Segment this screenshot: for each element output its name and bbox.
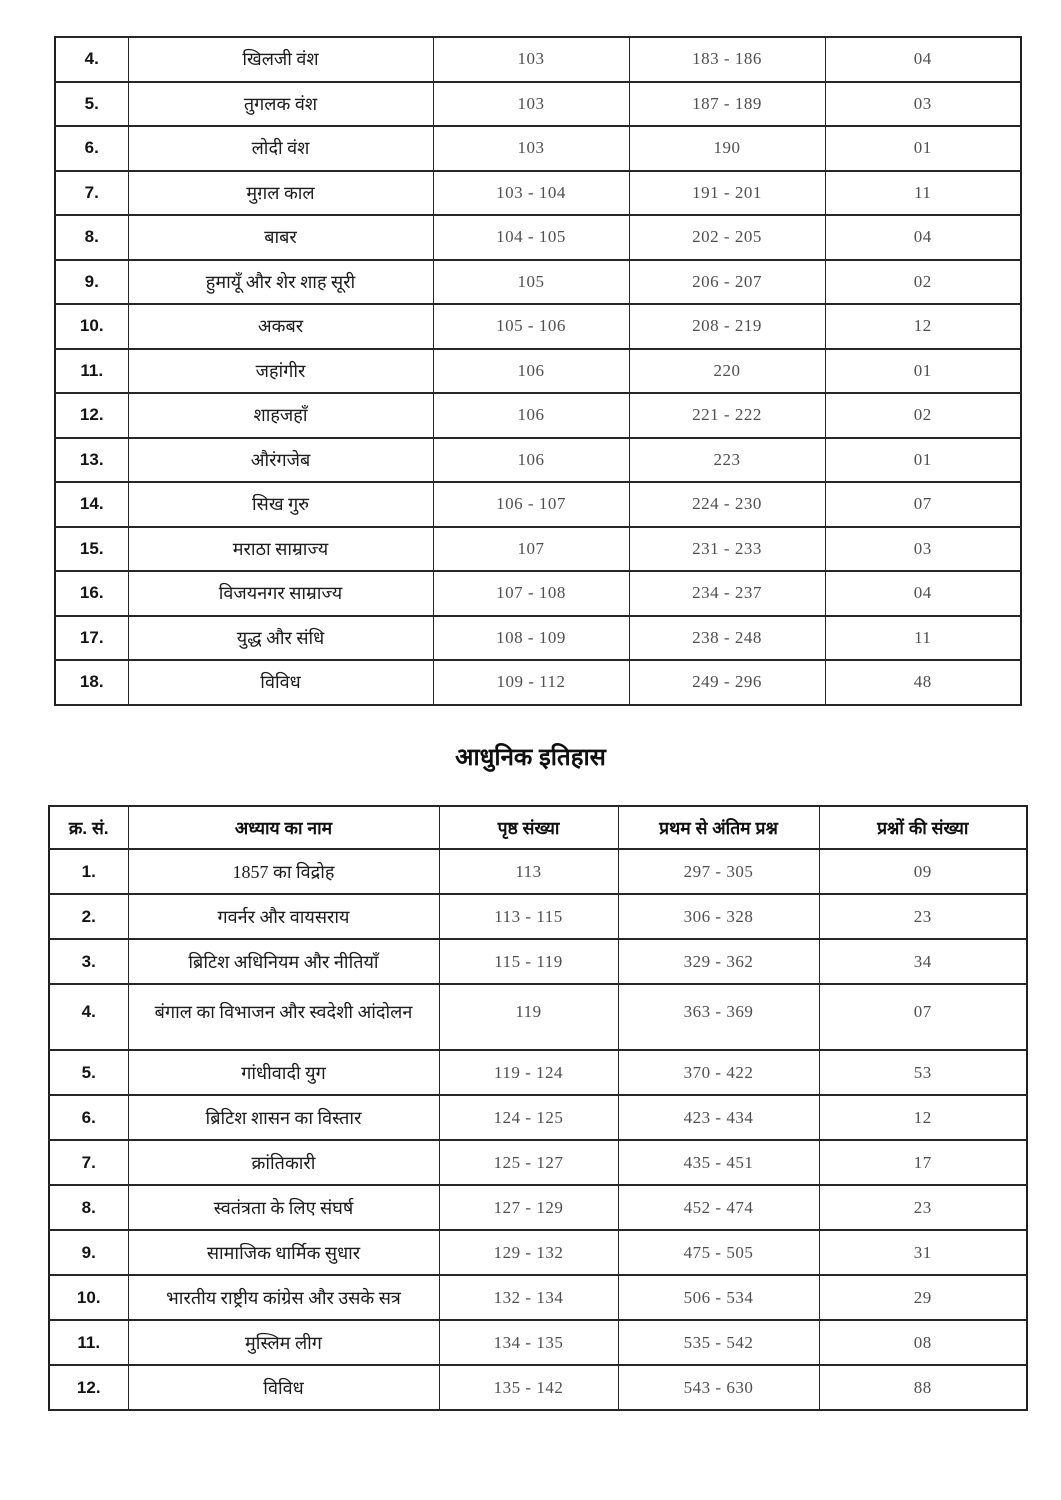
- cell-range: 435 - 451: [618, 1140, 819, 1185]
- table-row: [55, 393, 1021, 438]
- cell-count: 53: [819, 1050, 1027, 1095]
- cell-chapter: बाबर: [128, 215, 433, 260]
- column-header: प्रथम से अंतिम प्रश्न: [618, 806, 819, 849]
- table-row: [49, 1140, 1027, 1185]
- table-row: [49, 894, 1027, 939]
- table-row: [49, 1095, 1027, 1140]
- cell-count: 31: [819, 1230, 1027, 1275]
- cell-chapter: 1857 का विद्रोह: [128, 849, 439, 894]
- cell-count: 09: [819, 849, 1027, 894]
- cell-range: 370 - 422: [618, 1050, 819, 1095]
- cell-sno: 12.: [55, 393, 128, 438]
- cell-count: 88: [819, 1365, 1027, 1410]
- cell-range: 475 - 505: [618, 1230, 819, 1275]
- table-row: [55, 37, 1021, 82]
- cell-pages: 132 - 134: [439, 1275, 618, 1320]
- cell-pages: 103 - 104: [433, 171, 629, 216]
- cell-pages: 107 - 108: [433, 571, 629, 616]
- table-row: [49, 1365, 1027, 1410]
- medieval-history-rows: [55, 37, 1021, 705]
- cell-count: 48: [825, 660, 1021, 705]
- table-row: [49, 849, 1027, 894]
- cell-count: 04: [825, 37, 1021, 82]
- cell-count: 12: [819, 1095, 1027, 1140]
- cell-pages: 108 - 109: [433, 616, 629, 661]
- cell-pages: 109 - 112: [433, 660, 629, 705]
- modern-history-header: [49, 806, 1027, 849]
- cell-sno: 14.: [55, 482, 128, 527]
- cell-range: 223: [629, 438, 825, 483]
- cell-pages: 103: [433, 126, 629, 171]
- cell-sno: 4.: [49, 984, 128, 1050]
- column-header: क्र. सं.: [49, 806, 128, 849]
- table-row: [55, 171, 1021, 216]
- cell-count: 02: [825, 393, 1021, 438]
- cell-sno: 2.: [49, 894, 128, 939]
- cell-range: 202 - 205: [629, 215, 825, 260]
- cell-pages: 119 - 124: [439, 1050, 618, 1095]
- cell-range: 234 - 237: [629, 571, 825, 616]
- cell-count: 17: [819, 1140, 1027, 1185]
- cell-range: 535 - 542: [618, 1320, 819, 1365]
- cell-sno: 11.: [49, 1320, 128, 1365]
- cell-range: 220: [629, 349, 825, 394]
- cell-pages: 106: [433, 349, 629, 394]
- cell-count: 01: [825, 438, 1021, 483]
- cell-range: 423 - 434: [618, 1095, 819, 1140]
- cell-chapter: मुग़ल काल: [128, 171, 433, 216]
- cell-count: 03: [825, 82, 1021, 127]
- cell-chapter: युद्ध और संधि: [128, 616, 433, 661]
- cell-sno: 6.: [49, 1095, 128, 1140]
- cell-chapter: खिलजी वंश: [128, 37, 433, 82]
- cell-count: 04: [825, 571, 1021, 616]
- column-header: पृष्ठ संख्या: [439, 806, 618, 849]
- cell-chapter: ब्रिटिश अधिनियम और नीतियाँ: [128, 939, 439, 984]
- cell-chapter: शाहजहाँ: [128, 393, 433, 438]
- table-row: [49, 939, 1027, 984]
- table-row: [49, 1185, 1027, 1230]
- cell-sno: 3.: [49, 939, 128, 984]
- cell-count: 23: [819, 894, 1027, 939]
- cell-chapter: बंगाल का विभाजन और स्वदेशी आंदोलन: [128, 984, 439, 1050]
- cell-sno: 9.: [55, 260, 128, 305]
- cell-pages: 105: [433, 260, 629, 305]
- cell-count: 12: [825, 304, 1021, 349]
- cell-sno: 17.: [55, 616, 128, 661]
- table-row: [55, 126, 1021, 171]
- cell-pages: 105 - 106: [433, 304, 629, 349]
- cell-pages: 119: [439, 984, 618, 1050]
- cell-chapter: भारतीय राष्ट्रीय कांग्रेस और उसके सत्र: [128, 1275, 439, 1320]
- cell-sno: 6.: [55, 126, 128, 171]
- cell-chapter: लोदी वंश: [128, 126, 433, 171]
- cell-chapter: तुगलक वंश: [128, 82, 433, 127]
- cell-range: 183 - 186: [629, 37, 825, 82]
- cell-pages: 107: [433, 527, 629, 572]
- cell-count: 03: [825, 527, 1021, 572]
- table-row: [55, 438, 1021, 483]
- table-row: [55, 660, 1021, 705]
- cell-count: 01: [825, 349, 1021, 394]
- cell-range: 363 - 369: [618, 984, 819, 1050]
- cell-chapter: विविध: [128, 660, 433, 705]
- cell-pages: 129 - 132: [439, 1230, 618, 1275]
- cell-count: 29: [819, 1275, 1027, 1320]
- cell-chapter: सामाजिक धार्मिक सुधार: [128, 1230, 439, 1275]
- cell-range: 191 - 201: [629, 171, 825, 216]
- table-row: [49, 1050, 1027, 1095]
- cell-pages: 127 - 129: [439, 1185, 618, 1230]
- cell-range: 206 - 207: [629, 260, 825, 305]
- cell-sno: 16.: [55, 571, 128, 616]
- section-heading: आधुनिक इतिहास: [455, 744, 606, 771]
- cell-sno: 15.: [55, 527, 128, 572]
- cell-count: 07: [819, 984, 1027, 1050]
- cell-sno: 7.: [49, 1140, 128, 1185]
- cell-range: 231 - 233: [629, 527, 825, 572]
- cell-pages: 124 - 125: [439, 1095, 618, 1140]
- table-row: [55, 527, 1021, 572]
- cell-sno: 8.: [49, 1185, 128, 1230]
- cell-chapter: स्वतंत्रता के लिए संघर्ष: [128, 1185, 439, 1230]
- cell-pages: 125 - 127: [439, 1140, 618, 1185]
- cell-sno: 11.: [55, 349, 128, 394]
- cell-range: 452 - 474: [618, 1185, 819, 1230]
- medieval-history-table: [54, 36, 1022, 706]
- cell-range: 306 - 328: [618, 894, 819, 939]
- cell-sno: 9.: [49, 1230, 128, 1275]
- cell-sno: 4.: [55, 37, 128, 82]
- modern-history-rows: [49, 849, 1027, 1410]
- table-row: [49, 1275, 1027, 1320]
- cell-count: 08: [819, 1320, 1027, 1365]
- cell-pages: 113: [439, 849, 618, 894]
- cell-chapter: मराठा साम्राज्य: [128, 527, 433, 572]
- cell-count: 02: [825, 260, 1021, 305]
- cell-range: 506 - 534: [618, 1275, 819, 1320]
- table-row: [49, 1320, 1027, 1365]
- cell-chapter: जहांगीर: [128, 349, 433, 394]
- cell-count: 11: [825, 616, 1021, 661]
- cell-pages: 115 - 119: [439, 939, 618, 984]
- header-row: [49, 806, 1027, 849]
- cell-count: 07: [825, 482, 1021, 527]
- cell-sno: 10.: [49, 1275, 128, 1320]
- cell-pages: 106: [433, 438, 629, 483]
- cell-range: 543 - 630: [618, 1365, 819, 1410]
- cell-sno: 13.: [55, 438, 128, 483]
- cell-pages: 104 - 105: [433, 215, 629, 260]
- table-row: [55, 349, 1021, 394]
- table-row: [55, 260, 1021, 305]
- cell-range: 329 - 362: [618, 939, 819, 984]
- cell-sno: 5.: [49, 1050, 128, 1095]
- cell-chapter: सिख गुरु: [128, 482, 433, 527]
- cell-count: 11: [825, 171, 1021, 216]
- modern-history-table: [48, 805, 1028, 1411]
- cell-chapter: विविध: [128, 1365, 439, 1410]
- cell-pages: 113 - 115: [439, 894, 618, 939]
- cell-sno: 8.: [55, 215, 128, 260]
- cell-count: 04: [825, 215, 1021, 260]
- cell-sno: 7.: [55, 171, 128, 216]
- table-row: [55, 571, 1021, 616]
- cell-chapter: मुस्लिम लीग: [128, 1320, 439, 1365]
- cell-chapter: अकबर: [128, 304, 433, 349]
- cell-count: 34: [819, 939, 1027, 984]
- cell-range: 249 - 296: [629, 660, 825, 705]
- cell-count: 23: [819, 1185, 1027, 1230]
- column-header: प्रश्नों की संख्या: [819, 806, 1027, 849]
- cell-sno: 5.: [55, 82, 128, 127]
- cell-range: 238 - 248: [629, 616, 825, 661]
- cell-range: 187 - 189: [629, 82, 825, 127]
- cell-chapter: क्रांतिकारी: [128, 1140, 439, 1185]
- cell-pages: 103: [433, 37, 629, 82]
- cell-chapter: विजयनगर साम्राज्य: [128, 571, 433, 616]
- table-row: [55, 304, 1021, 349]
- cell-range: 221 - 222: [629, 393, 825, 438]
- cell-sno: 12.: [49, 1365, 128, 1410]
- table-row: [49, 1230, 1027, 1275]
- table-row: [49, 984, 1027, 1050]
- table-row: [55, 482, 1021, 527]
- cell-pages: 103: [433, 82, 629, 127]
- cell-pages: 134 - 135: [439, 1320, 618, 1365]
- table-row: [55, 616, 1021, 661]
- cell-chapter: हुमायूँ और शेर शाह सूरी: [128, 260, 433, 305]
- cell-chapter: औरंगजेब: [128, 438, 433, 483]
- cell-pages: 106: [433, 393, 629, 438]
- cell-range: 224 - 230: [629, 482, 825, 527]
- cell-chapter: गांधीवादी युग: [128, 1050, 439, 1095]
- cell-chapter: ब्रिटिश शासन का विस्तार: [128, 1095, 439, 1140]
- cell-sno: 1.: [49, 849, 128, 894]
- column-header: अध्याय का नाम: [128, 806, 439, 849]
- cell-count: 01: [825, 126, 1021, 171]
- cell-chapter: गवर्नर और वायसराय: [128, 894, 439, 939]
- cell-pages: 135 - 142: [439, 1365, 618, 1410]
- cell-pages: 106 - 107: [433, 482, 629, 527]
- cell-sno: 10.: [55, 304, 128, 349]
- cell-range: 208 - 219: [629, 304, 825, 349]
- table-row: [55, 82, 1021, 127]
- cell-sno: 18.: [55, 660, 128, 705]
- cell-range: 297 - 305: [618, 849, 819, 894]
- cell-range: 190: [629, 126, 825, 171]
- table-row: [55, 215, 1021, 260]
